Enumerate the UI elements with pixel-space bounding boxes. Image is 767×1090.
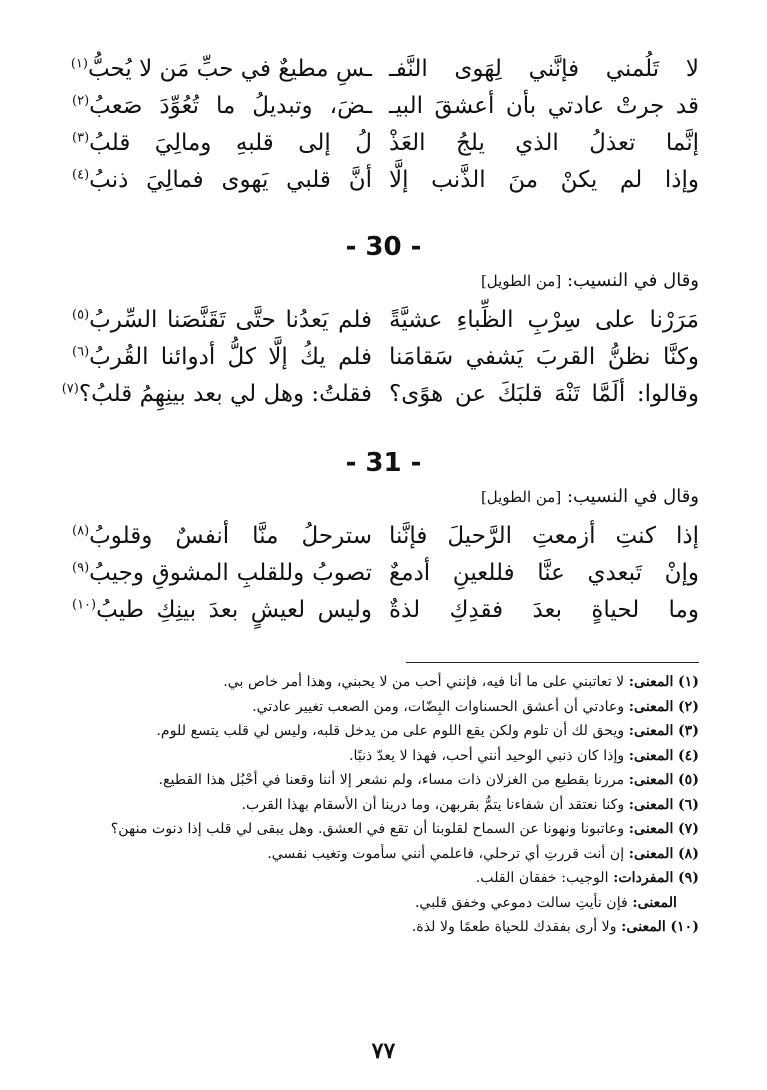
footnote-marker: (٢) (72, 93, 90, 109)
poem-number: - 30 - (345, 232, 422, 262)
hemistich-text: ـسِ مطيعٌ في حبِّ مَن لا يُحبُّ (87, 56, 372, 82)
footnote-label: المعنى: (628, 772, 674, 788)
verse-first-hemistich: وإنْ تَبعدي عنَّا فللعينِ أدمعٌ (389, 560, 699, 586)
hemistich-text: أنَّ قلبي يَهوى فمالِيَ ذنبُ (89, 167, 372, 193)
hemistich-text: ـضَ، وتبديلُ ما تُعُوِّدَ صَعبُ (89, 93, 372, 119)
verse-second-hemistich (72, 125, 372, 162)
footnote-number: (٩) (677, 870, 699, 886)
footnote-text: ويحق لك أن تلوم ولكن يقع اللوم على من يدخل قلبه، وليس لي قلب يتسع للوم. (156, 723, 625, 739)
hemistich-text: وليس لعيشٍ بعدَ بينِكِ طيبُ (96, 597, 372, 623)
footnote-text: مررنا بقطيع من الغزلان ذات مساء، ولم نشعر إلا أننا وقعنا في أحْبُل هذا القطيع. (158, 772, 625, 788)
footnotes (65, 670, 699, 940)
footnote-text: وكنا نعتقد أن شفاءنا يتمُّ بقربهن، وما درينا أن الأسقام بهذا القرب. (241, 796, 625, 813)
hemistich-text: لُ إلى قلبهِ ومالِيَ قلبُ (89, 130, 372, 156)
verse-first-hemistich: مَرَرْنا على سِرْبِ الظِّباءِ عشيَّةً (389, 307, 699, 333)
poem-intro (481, 486, 699, 507)
footnote (65, 768, 699, 793)
footnote-label: المعنى: (628, 821, 674, 837)
verse-line (0, 162, 767, 199)
footnote-marker: (٧) (61, 381, 79, 397)
verse-second-hemistich (72, 302, 372, 339)
verse-line (0, 555, 767, 592)
verse-first-hemistich: وما لحياةٍ بعدَ فقدِكِ لذةٌ (389, 597, 699, 623)
intro-text: وقال في النسيب: (566, 486, 699, 507)
poem-30-verses (0, 302, 767, 413)
footnote-number: (١) (677, 674, 699, 690)
verse-line (0, 518, 767, 555)
poem-number: - 31 - (345, 448, 422, 478)
verse-second-hemistich (72, 592, 372, 629)
footnote-number: (٨) (677, 845, 699, 862)
poem-31-verses (0, 518, 767, 629)
footnote (65, 695, 699, 720)
footnote-marker: (٤) (72, 167, 90, 183)
footnote (65, 866, 699, 891)
footnote (65, 793, 699, 818)
verse-line (0, 88, 767, 125)
footnote-number: (٥) (677, 772, 699, 788)
hemistich-text: فلم يكُ إلَّا كلُّ أدوائنا القُربُ (89, 344, 372, 370)
footnote-number: (٦) (677, 796, 699, 813)
hemistich-text: فلم يَعدُنا حتَّى تَقَنَّصَنا السِّربُ (89, 307, 372, 333)
page-number: ٧٧ (371, 1038, 396, 1064)
footnote-label: المفردات: (613, 870, 674, 886)
meter-label: [من الطويل] (480, 272, 562, 290)
verse-second-hemistich (72, 555, 372, 592)
footnote (65, 744, 699, 769)
verse-line (0, 51, 767, 88)
footnote-label: المعنى: (621, 919, 666, 935)
footnote-text: وعاتبونا ونهونا عن السماح لقلوبنا أن تقع في العشق. وهل يبقى لي قلب إذا دنوت منهن؟ (110, 821, 625, 837)
verse-line (0, 339, 767, 376)
verse-second-hemistich (72, 339, 372, 376)
verse-line (0, 376, 767, 413)
footnote (65, 842, 699, 867)
verse-first-hemistich: لا تَلُمني فإنَّني لِهَوى النَّفـ (389, 56, 699, 82)
footnote-marker: (٨) (72, 523, 90, 539)
verse-line (0, 592, 767, 629)
verse-first-hemistich: إنَّما تعذلُ الذي يلجُ العَذْ (389, 130, 699, 156)
footnote (65, 719, 699, 744)
footnote-text: لا تعاتبني على ما أنا فيه، فإنني أحب من لا يحبني، وهذا أمر خاص بي. (223, 674, 625, 690)
footnote-number: (٧) (677, 821, 699, 837)
footnote (65, 817, 699, 842)
footnote (65, 915, 699, 940)
footnote-text: فإن نأيتِ سالت دموعي وخفق قلبي. (414, 894, 628, 911)
footnote-text: الوجيب: خفقان القلب. (475, 870, 609, 886)
footnote-label: المعنى: (628, 747, 674, 764)
footnote-marker: (١) (70, 56, 88, 72)
hemistich-text: فقلتُ: وهل لي بعد بينِهِمُ قلبُ؟ (78, 381, 372, 407)
footnote-label: المعنى: (628, 845, 674, 862)
footnote-text: وعادتي أن أعشق الحسناوات البِضّات، ومن الصعب تغيير عادتي. (252, 698, 625, 715)
footnote-marker: (١٠) (72, 597, 97, 613)
poem-29-verses (0, 51, 767, 199)
footnote (65, 670, 699, 695)
footnote-text: إن أنت قررتِ أي ترحلي، فاعلمي أنني سأموت وتغيب نفسي. (267, 845, 625, 862)
verse-first-hemistich: قد جرتْ عادتي بأن أعشقَ البيـ (389, 93, 699, 119)
footnote-marker: (٦) (72, 344, 90, 360)
footnote-text: ولا أرى بفقدك للحياة طعمًا ولا لذة. (411, 919, 617, 935)
verse-first-hemistich: إذا كنتِ أزمعتِ الرَّحيلَ فإنَّنا (389, 523, 699, 549)
footnote-label: المعنى: (628, 796, 674, 813)
verse-first-hemistich: وكنَّا نظنُّ القربَ يَشفي سَقامَنا (389, 344, 699, 370)
verse-second-hemistich (72, 51, 372, 88)
footnote-separator (406, 662, 699, 663)
verse-first-hemistich: وقالوا: ألَمَّا تَنْهَ قلبَكَ عن هوًى؟ (389, 381, 699, 407)
verse-second-hemistich (72, 518, 372, 555)
footnote-label: المعنى: (628, 723, 674, 739)
verse-first-hemistich: وإذا لم يكنْ منَ الذَّنب إلَّا (389, 167, 699, 193)
verse-line (0, 302, 767, 339)
verse-second-hemistich (72, 162, 372, 199)
footnote-number: (٢) (677, 698, 699, 715)
hemistich-text: تصوبُ وللقلبِ المشوقِ وجيبُ (89, 560, 372, 586)
intro-text: وقال في النسيب: (566, 270, 699, 291)
verse-line (0, 125, 767, 162)
verse-second-hemistich (61, 376, 372, 413)
hemistich-text: سترحلُ منَّا أنفسٌ وقلوبُ (89, 523, 372, 549)
footnote (65, 891, 699, 916)
footnote-number: (٤) (677, 747, 699, 764)
footnote-text: وإذا كان ذنبي الوحيد أنني أحب، فهذا لا يعدّ ذنبًا. (349, 747, 625, 764)
footnote-number: (٣) (677, 723, 699, 739)
verse-second-hemistich (72, 88, 372, 125)
footnote-label: المعنى: (632, 894, 677, 911)
poem-intro (481, 270, 699, 291)
footnote-label: المعنى: (628, 698, 674, 715)
footnote-number: (١٠) (670, 919, 699, 935)
footnote-marker: (٣) (72, 130, 90, 146)
footnote-marker: (٥) (72, 307, 90, 323)
footnote-label: المعنى: (628, 674, 674, 690)
footnote-marker: (٩) (72, 560, 90, 576)
meter-label: [من الطويل] (480, 488, 562, 506)
